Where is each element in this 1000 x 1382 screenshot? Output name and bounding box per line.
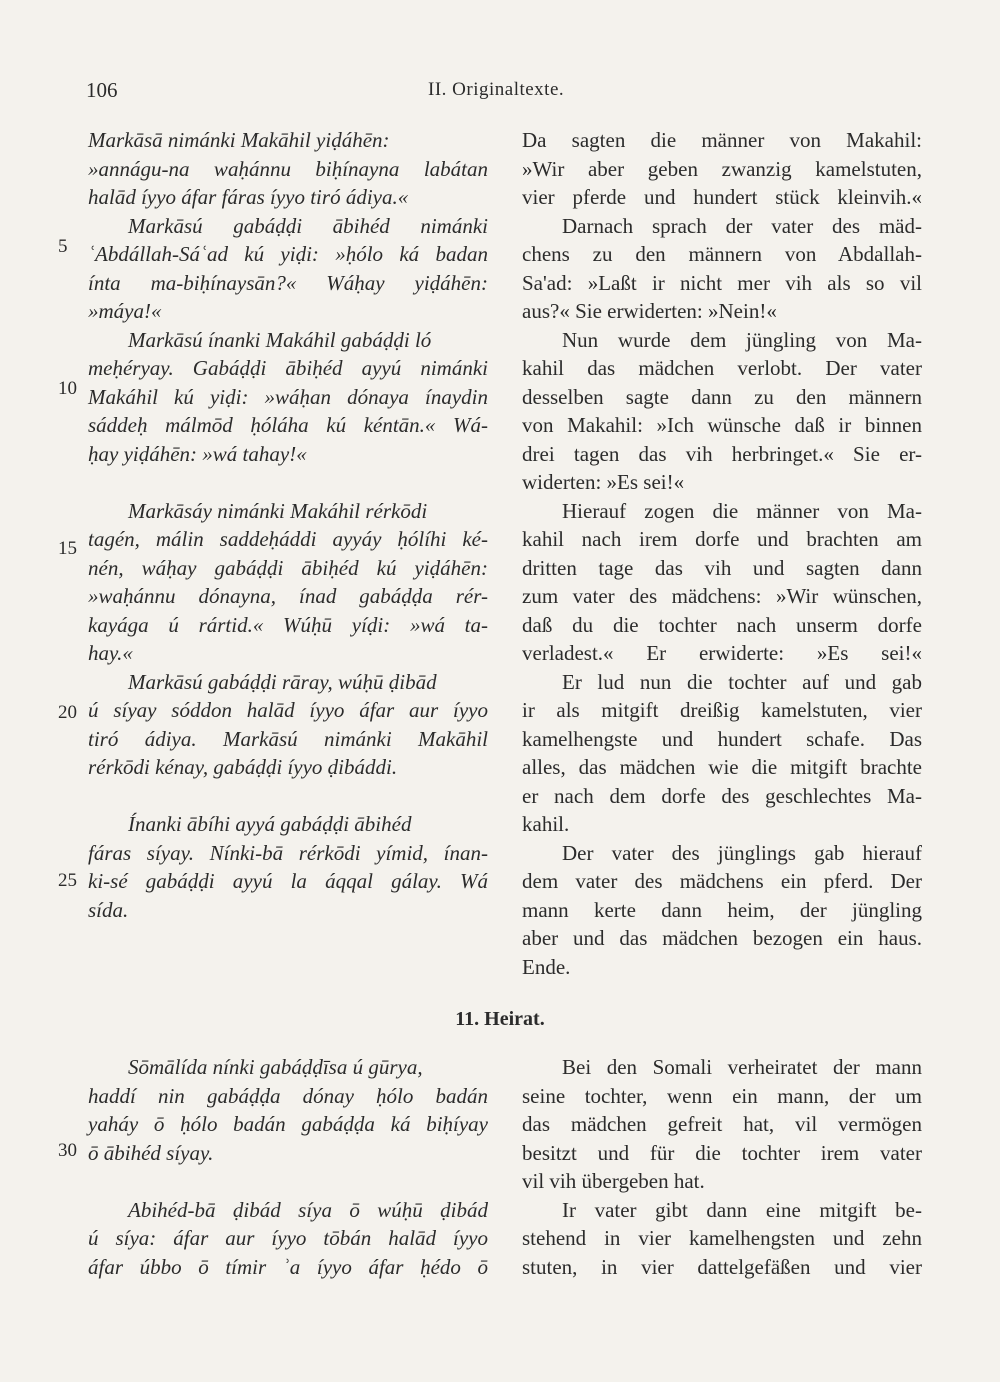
text-line: sída. xyxy=(88,897,129,922)
text-line: ḥay yiḍáhēn: »wá tahay!« xyxy=(88,441,307,466)
text-line: nén, wáḥay gabáḍḍi ābiḥéd kú yiḍáhēn: xyxy=(88,555,488,580)
text-line: ʿAbdállah-Sáʿad kú yiḍi: »ḥólo ká badan xyxy=(88,242,488,266)
text-line: seine tochter, wenn ein mann, der um xyxy=(522,1083,922,1108)
text-line: chens zu den männern von Abdallah- xyxy=(522,242,922,266)
text-line: rérkōdi kénay, gabáḍḍi íyyo ḍibáddi. xyxy=(88,755,398,779)
text-line: kahil das mädchen verlobt. Der vater xyxy=(522,356,922,380)
somali-text-column-section-11 xyxy=(88,1053,488,1281)
text-line: Makáhil kú yiḍi: »wáḥan dónaya ínaydin xyxy=(88,384,488,409)
text-line: Sōmālída nínki gabáḍḍīsa ú gūrya, xyxy=(128,1055,423,1079)
text-line: tagén, málin saddeḥáddi ayyáy ḥólíhi ké- xyxy=(88,527,488,551)
text-line: Der vater des jünglings gab hierauf xyxy=(562,840,922,865)
text-line: besitzt und für die tochter irem vater xyxy=(522,1140,922,1165)
text-line: kahil nach irem dorfe und brachten am xyxy=(522,527,922,551)
text-line: »annágu-na waḥánnu biḥínayna labátan xyxy=(88,156,488,181)
text-line: haddí nin gabáḍḍa dónay ḥólo badán xyxy=(88,1083,488,1108)
text-line: ú síya: áfar aur íyyo tōbán halād íyyo xyxy=(88,1226,488,1250)
section-heading: 11. Heirat. xyxy=(455,1008,545,1030)
text-line: »máya!« xyxy=(88,299,162,323)
text-line: aber und das mädchen bezogen ein haus. xyxy=(522,926,922,950)
text-line: alles, das mädchen wie die mitgift brachte xyxy=(522,755,922,779)
text-line: stehend in vier kamelhengsten und zehn xyxy=(522,1226,922,1250)
text-line: ir als mitgift dreißig kamelstuten, vier xyxy=(522,698,922,722)
text-line: dem vater des mädchens ein pferd. Der xyxy=(522,869,922,893)
text-line: widerten: »Es sei!« xyxy=(522,470,685,494)
text-line: dritten tage das vih und sagten dann xyxy=(522,555,922,580)
text-line: vier pferde und hundert stück kleinvih.« xyxy=(522,185,922,209)
text-line: von Makahil: »Ich wünsche daß ir binnen xyxy=(522,413,922,437)
text-line: ínta ma-biḥínaysān?« Wáḥay yiḍáhēn: xyxy=(88,270,488,295)
text-line: mann kerte dann heim, der jüngling xyxy=(522,897,922,922)
text-line: aus?« Sie erwiderten: »Nein!« xyxy=(522,299,777,323)
text-line: Da sagten die männer von Makahil: xyxy=(522,128,922,152)
text-line: Markāsā nimánki Makāhil yiḍáhēn: xyxy=(88,128,390,152)
text-line: Nun wurde dem jüngling von Ma- xyxy=(562,327,922,352)
text-line: verladest.« Er erwiderte: »Es sei!« xyxy=(522,641,922,665)
text-line: halād íyyo áfar fáras íyyo tiró ádiya.« xyxy=(88,185,409,209)
text-line xyxy=(88,1167,488,1196)
text-line: zum vater des mädchens: »Wir wünschen, xyxy=(522,584,922,608)
text-line: Hierauf zogen die männer von Ma- xyxy=(562,498,922,523)
text-line: vil vih übergeben hat. xyxy=(522,1169,705,1193)
text-line: ú síyay sóddon halād íyyo áfar aur íyyo xyxy=(88,698,488,722)
text-line: Abihéd-bā ḍibád síya ō wúḥū ḍibád xyxy=(128,1197,488,1222)
text-line: desselben sagte dann zu den männern xyxy=(522,384,922,409)
text-line: fáras síyay. Nínki-bā rérkōdi yímid, ínan- xyxy=(88,840,488,865)
page-number: 106 xyxy=(86,78,118,102)
text-line: tiró ádiya. Markāsú nimánki Makāhil xyxy=(88,726,488,751)
text-line: Ende. xyxy=(522,954,571,979)
line-number: 5 xyxy=(58,236,68,257)
text-line: hay.« xyxy=(88,641,133,665)
text-line: »Wir aber geben zwanzig kamelstuten, xyxy=(522,156,922,181)
german-translation-column xyxy=(522,126,922,981)
text-line: Ir vater gibt dann eine mitgift be- xyxy=(562,1197,922,1222)
text-line xyxy=(88,468,488,497)
text-line: kayága ú rártid.« Wúḥū yíḍi: »wá ta- xyxy=(88,612,488,637)
text-line: Darnach sprach der vater des mäd- xyxy=(562,213,922,238)
text-line: ō ābihéd síyay. xyxy=(88,1140,214,1165)
text-line: Bei den Somali verheiratet der mann xyxy=(562,1055,922,1079)
text-line xyxy=(88,782,488,811)
text-line: Ínanki ābíhi ayyá gabáḍḍi ābihéd xyxy=(128,812,412,836)
line-number: 15 xyxy=(58,538,77,559)
text-line: sáddeḥ málmōd ḥóláha kú kéntān.« Wá- xyxy=(88,413,488,437)
running-title: II. Originaltexte. xyxy=(428,79,565,100)
somali-text-column xyxy=(88,126,488,924)
line-number: 20 xyxy=(58,702,77,723)
text-line: ki-sé gabáḍḍi ayyú la áqqal gálay. Wá xyxy=(88,869,488,893)
text-line: áfar úbbo ō tímir ʾa íyyo áfar ḥédo ō xyxy=(88,1254,488,1279)
text-line: Er lud nun die tochter auf und gab xyxy=(562,669,922,694)
text-line: Markāsáy nimánki Makáhil rérkōdi xyxy=(128,498,428,523)
text-line: das mädchen gefreit hat, vil vermögen xyxy=(522,1112,922,1136)
line-number: 25 xyxy=(58,870,77,891)
text-line: Sa'ad: »Laßt ir nicht mer vih als so vil xyxy=(522,270,922,295)
line-number: 10 xyxy=(58,378,77,399)
text-line: drei tagen das vih herbringet.« Sie er- xyxy=(522,441,922,466)
text-line: er nach dem dorfe des geschlechtes Ma- xyxy=(522,783,922,808)
text-line: kamelhengste und hundert schafe. Das xyxy=(522,726,922,751)
text-line: yaháy ō ḥólo badán gabáḍḍa ká biḥíyay xyxy=(88,1112,488,1136)
line-number: 30 xyxy=(58,1140,77,1161)
text-line: Markāsú gabáḍḍi rāray, wúḥū ḍibād xyxy=(128,669,437,694)
text-line: »waḥánnu dónayna, ínad gabáḍḍa rér- xyxy=(88,584,488,608)
text-line: Markāsú gabáḍḍi ābihéd nimánki xyxy=(128,213,488,238)
german-translation-column-section-11 xyxy=(522,1053,922,1281)
text-line: stuten, in vier dattelgefäßen und vier xyxy=(522,1254,922,1279)
text-line: meḥéryay. Gabáḍḍi ābiḥéd ayyú nimánki xyxy=(88,356,488,380)
text-line: Markāsú ínanki Makáhil gabáḍḍi ló xyxy=(128,327,432,352)
text-line: daß du die tochter nach unserm dorfe xyxy=(522,612,922,637)
text-line: kahil. xyxy=(522,812,570,836)
